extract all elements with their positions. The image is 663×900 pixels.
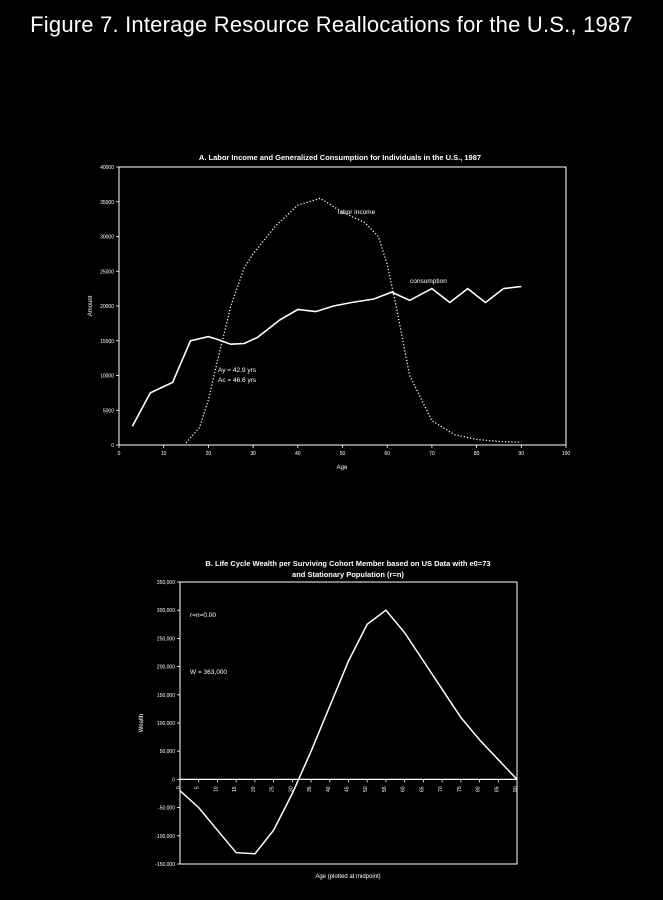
chart-b-xtick-label: 5: [194, 786, 201, 790]
chart-b-xtick-label: 55: [381, 786, 388, 792]
chart-b-ytick-label: 50,000: [159, 749, 175, 756]
chart-a-ytick-label: 5000: [102, 408, 114, 415]
chart-b-xtick-label: 80: [475, 786, 482, 792]
chart-b-subtitle: and Stationary Population (r=n): [292, 570, 404, 579]
chart-a-ytick-label: 25000: [100, 269, 114, 276]
chart-a-ytick-label: 0: [111, 443, 114, 449]
chart-a-ytick-label: 30000: [100, 234, 114, 241]
chart-a-xtick-label: 10: [160, 451, 167, 457]
chart-a-xtick-label: 60: [384, 451, 390, 457]
chart-a-xtick-label: 50: [339, 451, 346, 457]
chart-a-series-line-labor-income: [186, 198, 521, 443]
chart-b-xtick-label: 50: [363, 786, 370, 792]
chart-a-ylabel: Amount: [88, 295, 94, 317]
chart-b-xtick-label: 40: [325, 786, 332, 792]
chart-a-xtick-label: 0: [117, 451, 121, 457]
chart-a-title: A. Labor Income and Generalized Consumption for Individuals in the U.S., 1987: [198, 153, 482, 162]
chart-b-xtick-label: 45: [344, 786, 351, 792]
chart-b-xtick-label: 30: [288, 786, 295, 792]
chart-b-series-line-wealth: [180, 610, 517, 854]
chart-b-ytick-label: -150,000: [155, 862, 175, 868]
chart-b-ticks: [155, 580, 519, 868]
chart-b-ytick-label: 0: [172, 777, 175, 784]
chart-b-xtick-label: 60: [400, 786, 407, 792]
chart-a-ytick-label: 35000: [100, 199, 114, 206]
chart-b-ytick-label: -100,000: [155, 833, 175, 840]
chart-b-ytick-label: -50,000: [158, 805, 175, 812]
chart-b-annotation-rn: r=n=0.00: [190, 612, 217, 619]
chart-a-xtick-label: 80: [473, 451, 480, 457]
chart-b-ytick-label: 200,000: [156, 664, 175, 671]
chart-a-xtick-label: 100: [561, 451, 571, 457]
chart-b-xlabel: Age (plotted at midpoint): [315, 874, 381, 880]
chart-b-xtick-label: 75: [456, 786, 463, 792]
chart-a-xtick-label: 40: [295, 451, 301, 457]
chart-b-ytick-label: 150,000: [156, 692, 175, 699]
chart-a-xtick-label: 20: [205, 451, 212, 457]
chart-b-xtick-label: 10: [213, 786, 220, 792]
chart-a-annotation-ac: Ac = 46.6 yrs: [218, 377, 257, 384]
chart-a-xlabel: Age: [336, 465, 348, 471]
chart-a-xtick-label: 90: [518, 451, 525, 457]
chart-a-series-label-consumption: consumption: [410, 278, 447, 285]
chart-b-xtick-label: 65: [419, 786, 426, 792]
chart-b-ytick-label: 350,000: [156, 580, 175, 586]
chart-b-ytick-label: 300,000: [156, 608, 175, 615]
chart-b-xtick-label: 20: [250, 786, 257, 792]
chart-b-title: B. Life Cycle Wealth per Surviving Cohort Member based on US Data with e0=73: [205, 559, 491, 568]
chart-b-ytick-label: 100,000: [156, 721, 175, 727]
chart-b-xtick-label: 25: [269, 786, 276, 792]
chart-a-ytick-label: 40000: [100, 165, 114, 171]
chart-b-xtick-label: 0: [176, 786, 182, 790]
chart-a-annotation-ay: Ay = 42.9 yrs: [218, 367, 256, 374]
chart-a-xtick-label: 30: [250, 451, 256, 457]
chart-a-ytick-label: 10000: [100, 373, 114, 380]
chart-a-ytick-label: 20000: [100, 304, 114, 310]
chart-b-xtick-label: 35: [307, 786, 314, 792]
chart-a-ticks: [100, 165, 570, 457]
chart-b-xtick-label: 70: [438, 786, 445, 792]
chart-a-series-label-labor: labor income: [338, 209, 376, 216]
chart-a-lines: [132, 198, 521, 443]
chart-b-ylabel: Wealth: [139, 713, 145, 733]
chart-a-ytick-label: 15000: [100, 338, 114, 345]
chart-b-ytick-label: 250,000: [156, 636, 175, 643]
chart-a-series-line-consumption: [132, 287, 521, 427]
figure-title: Figure 7. Interage Resource Reallocations for the U.S., 1987: [30, 12, 633, 37]
chart-a-xtick-label: 70: [429, 451, 435, 457]
chart-b-xtick-label: 85: [494, 786, 501, 792]
chart-b-lines: [180, 610, 517, 854]
chart-b-xtick-label: 90: [513, 786, 519, 792]
chart-b-xtick-label: 15: [232, 786, 239, 792]
chart-b-annotation-w: W = 363,000: [190, 669, 228, 676]
